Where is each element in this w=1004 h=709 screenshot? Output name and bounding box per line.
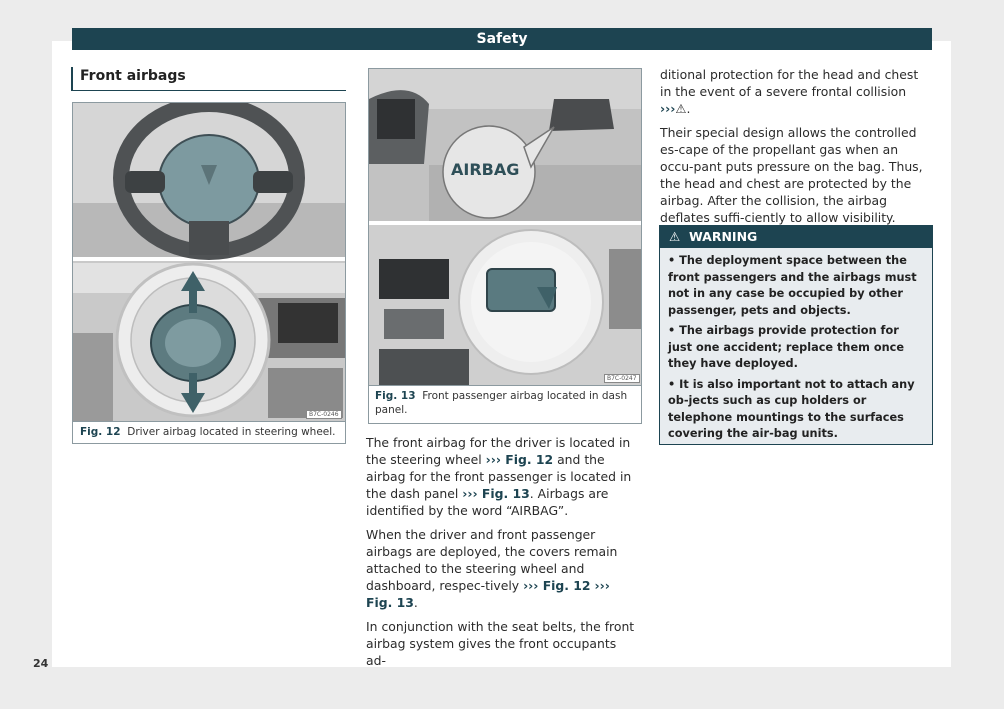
figure-12-code: B7C-0246 bbox=[306, 410, 342, 419]
figure-13 bbox=[368, 68, 642, 424]
figure-12-caption bbox=[80, 425, 342, 439]
warning-item-text: The deployment space between the front passengers and the airbags must not in any case be occupied by other passenger, pets and objects. bbox=[668, 254, 917, 317]
text-run: In conjunction with the seat belts, the front airbag system gives the front occupants ad- bbox=[366, 619, 635, 668]
figure-13-code: B7C-0247 bbox=[604, 374, 640, 383]
fig12-reference-link[interactable]: ››› Fig. 12 bbox=[485, 452, 554, 467]
figure-13-caption-text: Front passenger airbag located in dash panel. bbox=[375, 390, 628, 416]
text-run: Their special design allows the controlled es-cape of the propellant gas when an occu-pant puts pressure on the bag. Thus, the head and chest are protected by the airbag. After the collision, the airbag deflates suffi-ciently to allow visibility. bbox=[660, 125, 923, 225]
warning-item: • It is also important not to attach any ob-jects such as cup holders or telephone mountings to the surfaces covering the air-bag units. bbox=[668, 377, 915, 440]
figure-12-caption-text: Driver airbag located in steering wheel. bbox=[127, 426, 336, 438]
paragraph-seat-belts bbox=[366, 618, 638, 669]
page-number: 24 bbox=[33, 657, 49, 670]
header-title: Safety bbox=[476, 31, 528, 47]
paragraph-deployment bbox=[366, 526, 638, 611]
warning-item-text: The airbags provide protection for just one accident; replace them once they have deployed. bbox=[668, 324, 904, 370]
text-run: The front airbag for the driver is located in the steering wheel bbox=[366, 435, 631, 467]
figure-12 bbox=[72, 102, 346, 444]
body-column-middle bbox=[366, 434, 638, 676]
warning-reference-link[interactable]: ››› bbox=[660, 101, 676, 116]
text-run: When the driver and front passenger airbags are deployed, the covers remain attached to the steering wheel and dashboard, respec-tively bbox=[366, 527, 618, 593]
text-run: and the airbag for the front passenger is located in the dash panel bbox=[366, 452, 632, 501]
warning-item: • The airbags provide protection for just one accident; replace them once they have deployed. bbox=[668, 324, 904, 370]
paragraph-design bbox=[660, 124, 932, 226]
figure-13-caption bbox=[375, 389, 637, 417]
section-heading bbox=[71, 67, 346, 91]
paragraph-protection bbox=[660, 66, 932, 117]
figure-13-number: Fig. 13 bbox=[375, 390, 416, 402]
warning-list bbox=[660, 248, 932, 443]
warning-header bbox=[660, 226, 932, 248]
warning-icon: ⚠ bbox=[669, 229, 681, 244]
text-run: ditional protection for the head and chest in the event of a severe frontal collision bbox=[660, 67, 919, 99]
warning-item-text: It is also important not to attach any ob-jects such as cup holders or telephone mountings to the surfaces covering the air-bag units. bbox=[668, 377, 915, 440]
text-run: . bbox=[413, 595, 418, 610]
page-header bbox=[72, 28, 932, 50]
figure-12-number: Fig. 12 bbox=[80, 426, 121, 438]
fig13-reference-link[interactable]: ››› Fig. 13 bbox=[462, 486, 530, 501]
airbag-label: AIRBAG bbox=[451, 160, 520, 179]
fig13-reference-link[interactable]: ››› Fig. 13 bbox=[366, 578, 610, 610]
warning-box bbox=[659, 225, 933, 445]
text-run: . Airbags are identified by the word “AIRBAG”. bbox=[366, 486, 609, 518]
text-run: . bbox=[686, 101, 691, 116]
warning-item: • The deployment space between the front passengers and the airbags must not in any case be occupied by other passenger, pets and objects. bbox=[668, 254, 917, 317]
warning-triangle-icon: ⚠ bbox=[675, 101, 687, 116]
body-column-right bbox=[660, 66, 932, 233]
fig12-reference-link[interactable]: ››› Fig. 12 bbox=[523, 578, 591, 593]
passenger-airbag-illustration bbox=[369, 69, 641, 385]
driver-airbag-illustration bbox=[73, 103, 345, 421]
warning-title: WARNING bbox=[688, 229, 758, 244]
section-title: Front airbags bbox=[80, 68, 186, 84]
paragraph-location bbox=[366, 434, 638, 519]
